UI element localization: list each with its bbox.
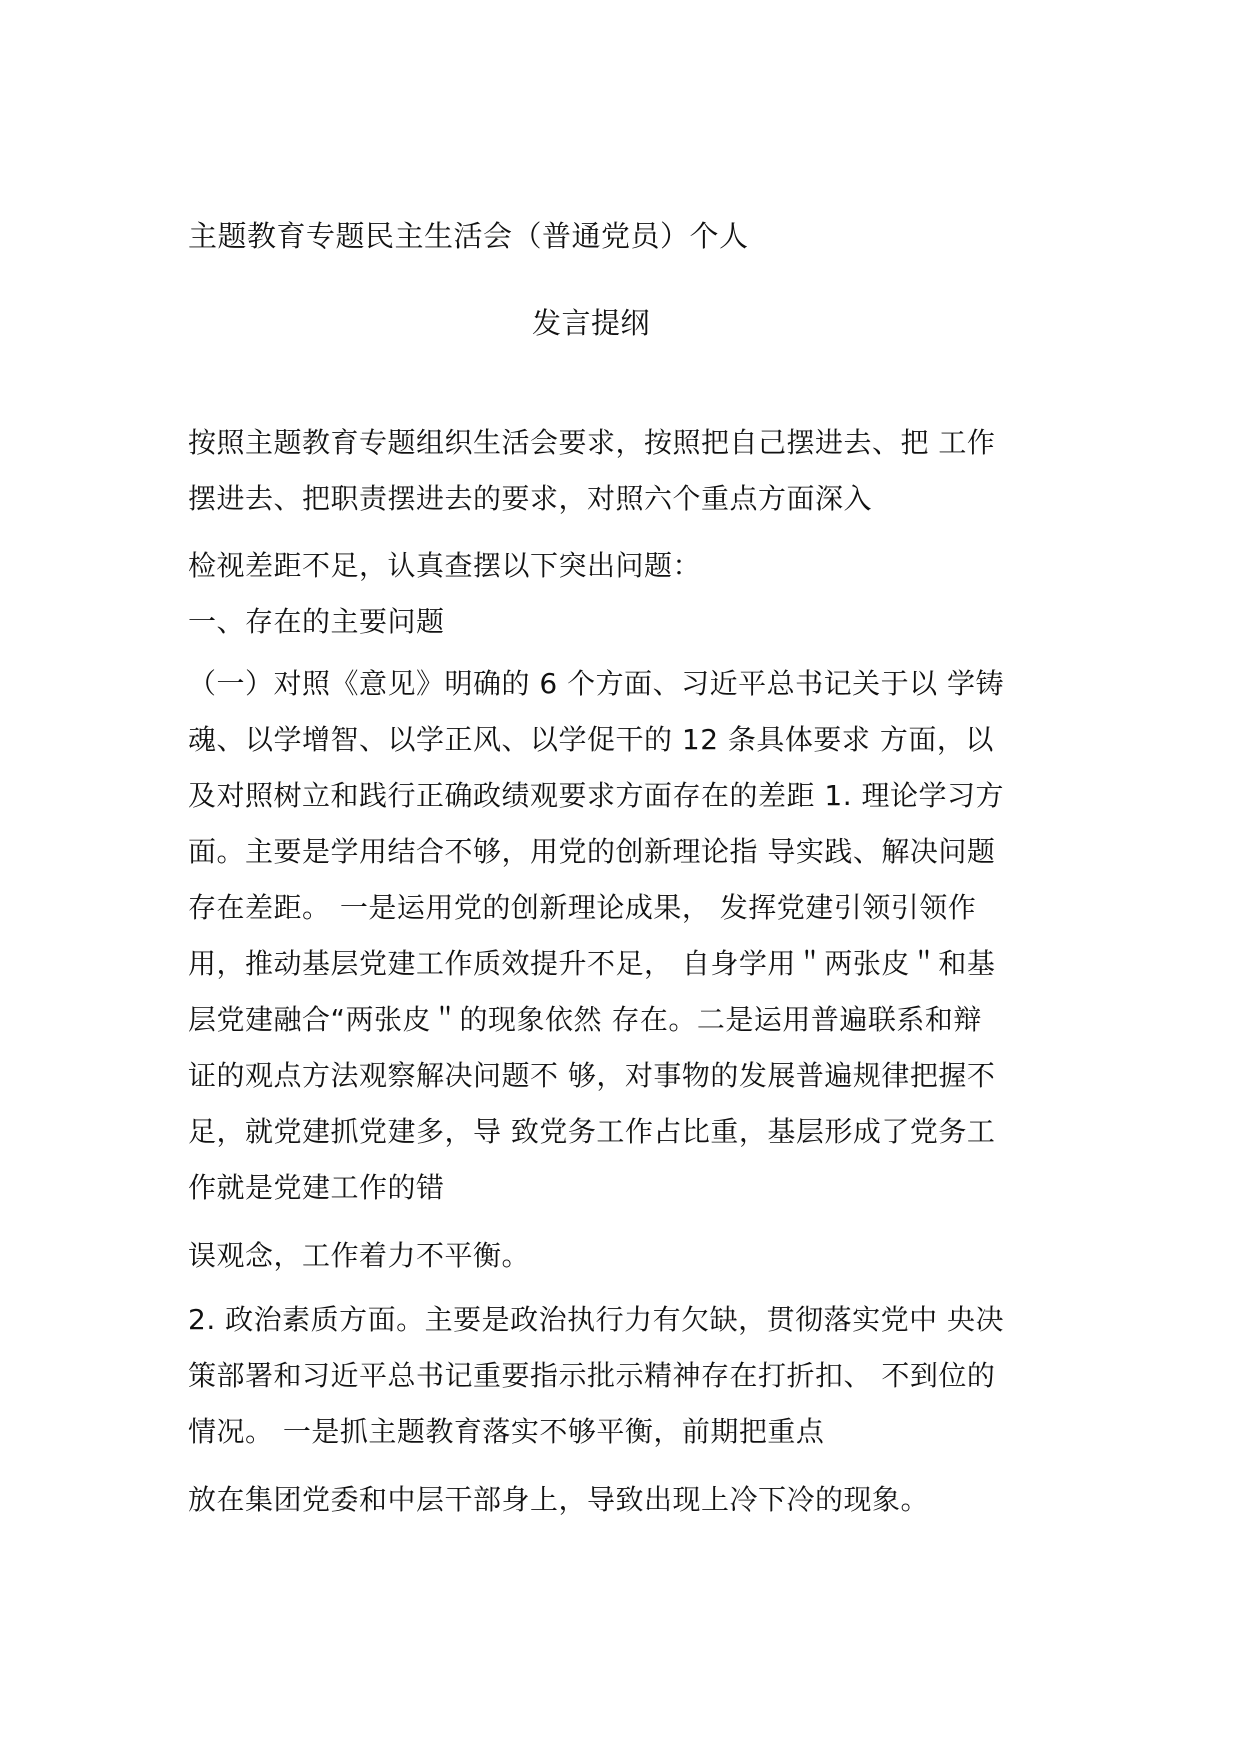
body-text-line: 用，推动基层党建工作质效提升不足， 自身学用＂两张皮＂和基 (188, 947, 996, 980)
document-title-line-2: 发言提纲 (532, 306, 651, 340)
body-text-line: 误观念，工作着力不平衡。 (188, 1239, 531, 1272)
body-text-line: 2. 政治素质方面。主要是政治执行力有欠缺，贯彻落实党中 央决 (188, 1303, 1005, 1336)
body-text-line: 魂、以学增智、以学正风、以学促干的 12 条具体要求 方面，以 (188, 723, 994, 756)
body-text-line: 放在集团党委和中层干部身上，导致出现上冷下冷的现象。 (188, 1483, 930, 1516)
section-heading: 一、存在的主要问题 (188, 605, 445, 638)
body-text-line: 摆进去、把职责摆进去的要求，对照六个重点方面深入 (188, 482, 873, 515)
body-text-line: 策部署和习近平总书记重要指示批示精神存在打折扣、 不到位的 (188, 1359, 996, 1392)
body-text-line: （一）对照《意见》明确的 6 个方面、习近平总书记关于以 学铸 (188, 667, 1005, 700)
body-text-line: 及对照树立和践行正确政绩观要求方面存在的差距 1. 理论学习方 (188, 779, 1005, 812)
body-text-line: 足，就党建抓党建多，导 致党务工作占比重，基层形成了党务工 (188, 1115, 996, 1148)
body-text-line: 面。主要是学用结合不够，用党的创新理论指 导实践、解决问题 (188, 835, 996, 868)
body-text-line: 层党建融合“两张皮＂的现象依然 存在。二是运用普遍联系和辩 (188, 1003, 982, 1036)
document-title-line-1: 主题教育专题民主生活会（普通党员）个人 (188, 219, 749, 253)
body-text-line: 情况。 一是抓主题教育落实不够平衡，前期把重点 (188, 1415, 825, 1448)
body-text-line: 按照主题教育专题组织生活会要求，按照把自己摆进去、把 工作 (188, 426, 996, 459)
body-text-line: 检视差距不足，认真查摆以下突出问题： (188, 549, 702, 582)
body-text-line: 存在差距。 一是运用党的创新理论成果， 发挥党建引领引领作 (188, 891, 977, 924)
body-text-line: 作就是党建工作的错 (188, 1171, 445, 1204)
body-text-line: 证的观点方法观察解决问题不 够，对事物的发展普遍规律把握不 (188, 1059, 996, 1092)
